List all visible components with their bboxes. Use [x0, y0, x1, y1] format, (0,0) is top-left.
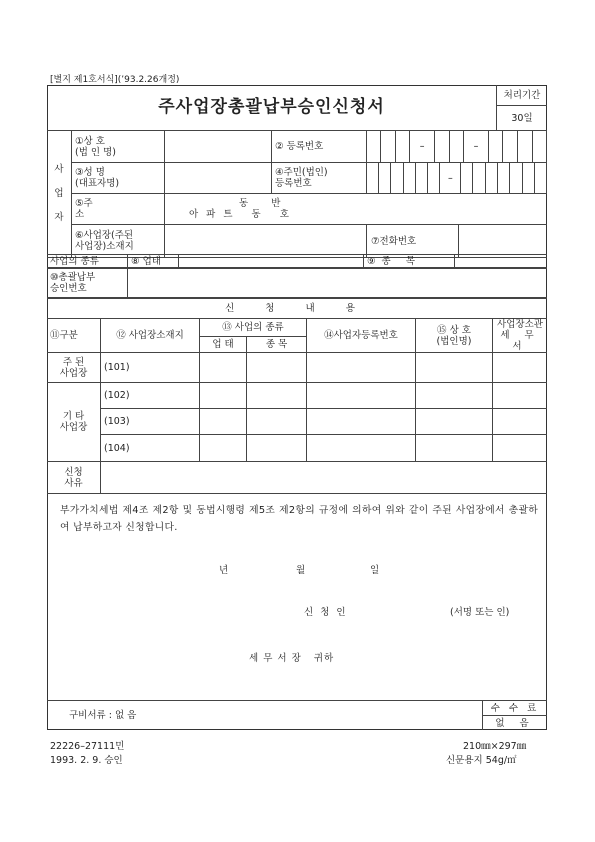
cell-104-category[interactable]	[200, 435, 247, 462]
business-category-label: ⑧ 업태	[128, 255, 179, 268]
col-registration-number-header: ⑭사업자등록번호	[307, 319, 416, 353]
resident-number-label: ④주민(법인) 등록번호	[272, 163, 367, 194]
cell-103-tradename[interactable]	[416, 409, 493, 435]
registration-number-field[interactable]: – –	[367, 131, 547, 163]
representative-name-field[interactable]	[165, 163, 272, 194]
application-section-title: 신 청 내 용	[47, 299, 547, 319]
phone-field[interactable]	[459, 225, 547, 257]
cell-104-tradename[interactable]	[416, 435, 493, 462]
applicant-table	[47, 130, 547, 258]
representative-name-label: ③성 명 (대표자명)	[72, 163, 165, 194]
cell-101-category[interactable]	[200, 353, 247, 383]
cell-102-taxoffice[interactable]	[493, 383, 548, 409]
required-documents: 구비서류 : 없 음	[47, 701, 483, 731]
col-trade-name-header: ⑮ 상 호 (법인명)	[416, 319, 493, 353]
cell-102-regno[interactable]	[307, 383, 416, 409]
form-title: 주사업장총괄납부승인신청서	[47, 85, 497, 131]
col-tax-office-header: 사업장소관 세 무 서	[493, 319, 548, 353]
addressee: 세 무 서 장 귀하	[249, 653, 335, 664]
cell-102-tradename[interactable]	[416, 383, 493, 409]
documents-table	[47, 700, 547, 730]
approval-number-field[interactable]	[128, 269, 548, 298]
cell-101-taxoffice[interactable]	[493, 353, 548, 383]
business-item-label: ⑨종 목	[364, 255, 455, 268]
resident-number-field[interactable]: –	[367, 163, 547, 194]
business-item-field[interactable]	[455, 255, 548, 268]
paper-size: 210㎜×297㎜	[463, 741, 527, 752]
col-site-address-header: ⑫ 사업장소재지	[101, 319, 200, 353]
site-code-104: (104)	[101, 435, 200, 462]
cell-103-category[interactable]	[200, 409, 247, 435]
fee-value: 없 음	[483, 716, 548, 730]
cell-102-category[interactable]	[200, 383, 247, 409]
registration-number-label: ② 등록번호	[272, 131, 367, 163]
site-code-101: (101)	[101, 353, 200, 383]
applicant-group-label: 사 업 자	[47, 131, 72, 258]
business-type-label: 사업의 종류	[47, 255, 128, 268]
application-table	[47, 298, 547, 494]
approval-date: 1993. 2. 9. 승인	[50, 755, 123, 766]
cell-103-item[interactable]	[247, 409, 307, 435]
cell-101-regno[interactable]	[307, 353, 416, 383]
fee-label: 수 수 료	[483, 701, 548, 716]
address-label: ⑤주 소	[72, 194, 165, 225]
cell-101-tradename[interactable]	[416, 353, 493, 383]
business-type-table	[47, 254, 547, 268]
col-business-item-header: 종 목	[247, 337, 307, 353]
main-site-label: 주 된 사업장	[47, 353, 101, 383]
declaration-text: 부가가치세법 제4조 제2항 및 동법시행령 제5조 제2항의 규정에 의하여 위와 같이 주된 사업장에서 총괄하여 납부하고자 신청합니다.	[60, 505, 538, 533]
trade-name-field[interactable]	[165, 131, 272, 163]
business-category-field[interactable]	[179, 255, 364, 268]
signature-label: (서명 또는 인)	[450, 607, 510, 618]
date-year: 년	[219, 565, 229, 576]
col-business-category-header: 업 태	[200, 337, 247, 353]
cell-104-item[interactable]	[247, 435, 307, 462]
col-business-type-header: ⑬ 사업의 종류	[200, 319, 307, 337]
title-table	[47, 85, 547, 131]
phone-label: ⑦전화번호	[367, 225, 459, 257]
cell-103-regno[interactable]	[307, 409, 416, 435]
date-month: 월	[296, 565, 306, 576]
reason-label: 신청 사유	[47, 462, 101, 494]
phone-cell	[367, 225, 547, 258]
paper-type: 신문용지 54g/㎡	[446, 755, 517, 766]
cell-103-taxoffice[interactable]	[493, 409, 548, 435]
site-code-102: (102)	[101, 383, 200, 409]
reason-field[interactable]	[101, 462, 548, 494]
col-division-header: ⑪구분	[47, 319, 101, 353]
cell-101-item[interactable]	[247, 353, 307, 383]
business-site-address-label: ⑥사업장(주된 사업장)소재지	[72, 225, 165, 258]
business-site-address-field[interactable]	[165, 225, 367, 258]
processing-period-label: 처리기간	[497, 85, 548, 106]
trade-name-label: ①상 호 (법 인 명)	[72, 131, 165, 163]
cell-102-item[interactable]	[247, 383, 307, 409]
address-field[interactable]: 동 반 아파트 동 호	[165, 194, 547, 225]
cell-104-taxoffice[interactable]	[493, 435, 548, 462]
form-reference: [별지 제1호서식](’93.2.26개정)	[50, 75, 180, 85]
approval-number-table	[47, 268, 547, 298]
form-code: 22226–27111민	[50, 741, 125, 752]
applicant-label: 신 청 인	[304, 607, 348, 618]
date-day: 일	[370, 565, 380, 576]
cell-104-regno[interactable]	[307, 435, 416, 462]
other-site-label: 기 타 사업장	[47, 383, 101, 462]
processing-period-days: 30일	[497, 106, 548, 131]
site-code-103: (103)	[101, 409, 200, 435]
approval-number-label: ⑩총괄납부 승인번호	[47, 269, 128, 298]
